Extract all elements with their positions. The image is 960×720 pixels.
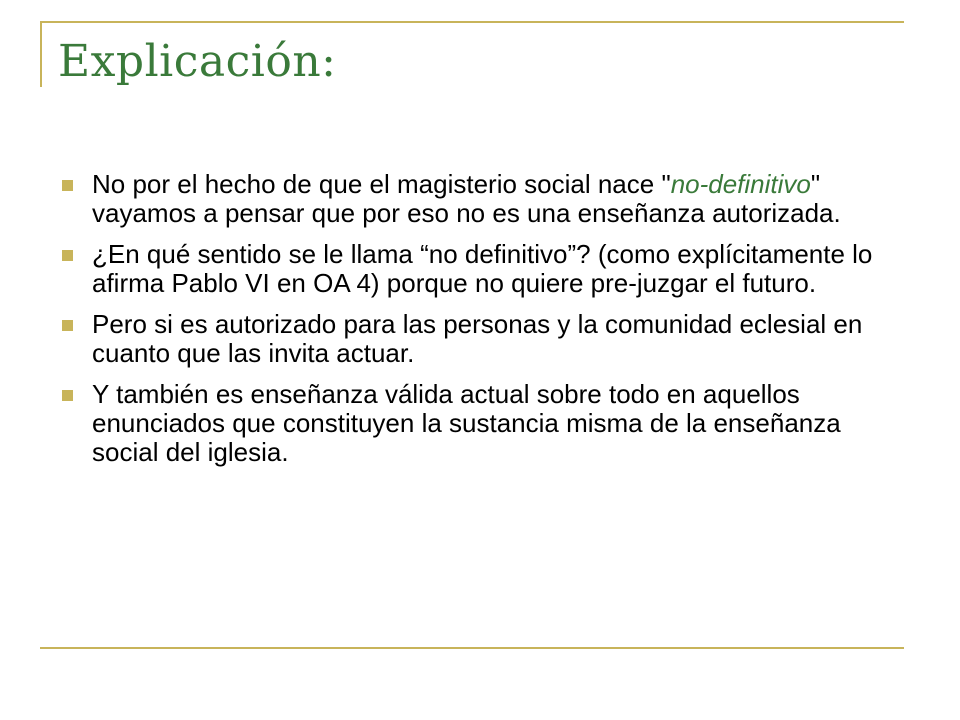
bullet-4-text: Y también es enseñanza válida actual sobre todo en aquellos enunciados que constituyen la sustancia misma de la enseñanza social del iglesia. — [92, 379, 841, 467]
bullet-1-emphasis: no-definitivo — [670, 169, 811, 199]
bullet-list — [62, 170, 902, 479]
bullet-item-2 — [62, 240, 902, 298]
bottom-divider — [40, 647, 904, 649]
bullet-item-1 — [62, 170, 902, 228]
title-side-rule — [40, 21, 42, 87]
square-bullet-icon — [62, 390, 73, 401]
top-divider — [40, 21, 904, 23]
bullet-item-3 — [62, 310, 902, 368]
square-bullet-icon — [62, 320, 73, 331]
slide-title: Explicación: — [58, 36, 337, 87]
bullet-1-text-after: " vayamos a pensar que por eso no es una enseñanza autorizada. — [92, 169, 841, 228]
square-bullet-icon — [62, 250, 73, 261]
bullet-2-text: ¿En qué sentido se le llama “no definitivo”? (como explícitamente lo afirma Pablo VI en OA 4) porque no quiere pre-juzgar el futuro. — [92, 239, 873, 298]
bullet-1-text-before: No por el hecho de que el magisterio social nace " — [92, 169, 671, 199]
bullet-item-4 — [62, 380, 902, 467]
square-bullet-icon — [62, 180, 73, 191]
bullet-3-text: Pero si es autorizado para las personas y la comunidad eclesial en cuanto que las invita actuar. — [92, 309, 863, 368]
